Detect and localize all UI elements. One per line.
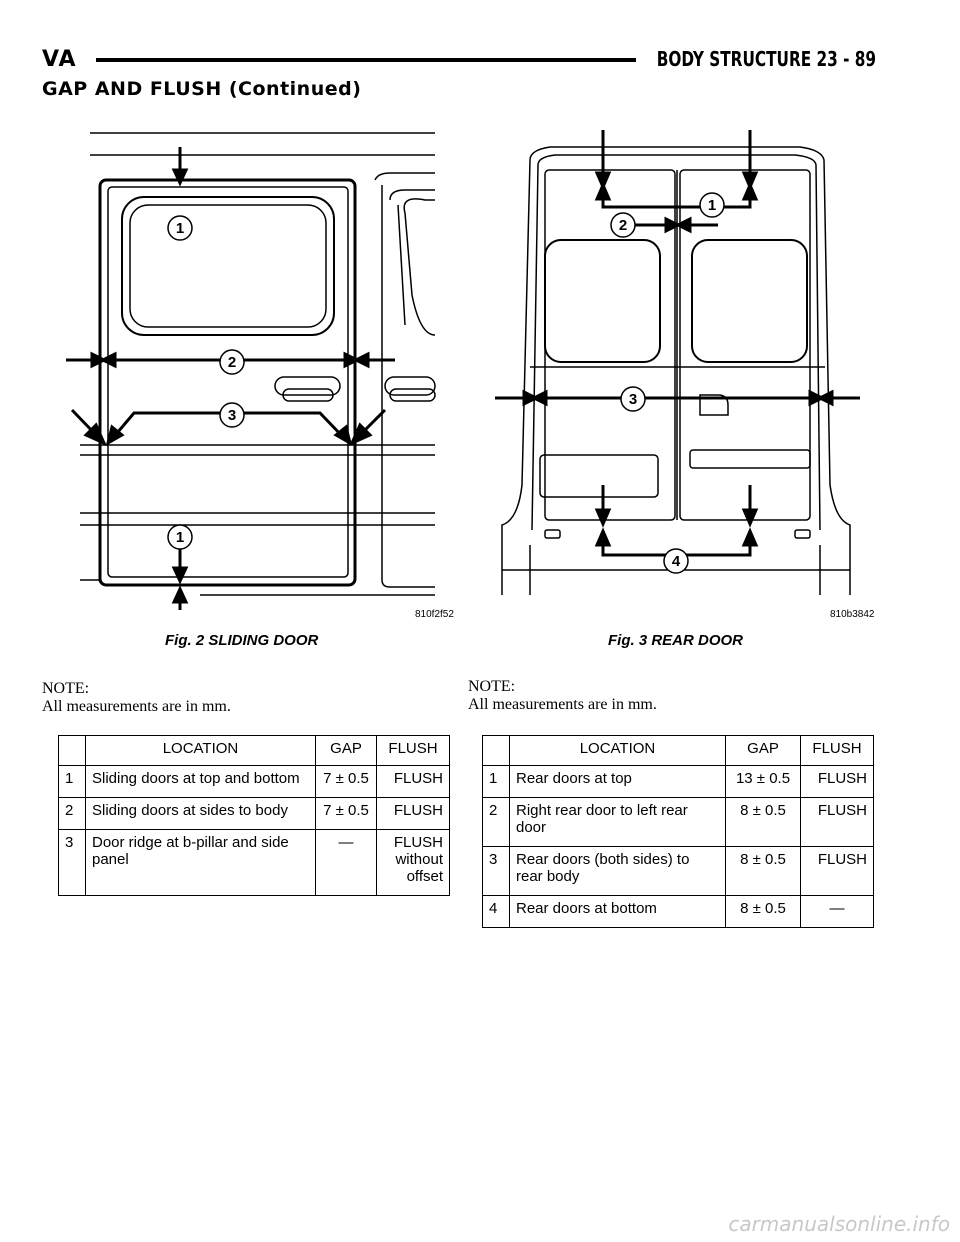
callout-3: 3 (227, 407, 237, 424)
col-header-num (483, 736, 510, 766)
callout-1-top: 1 (175, 220, 185, 237)
callout-2: 2 (618, 217, 628, 234)
table-row (59, 830, 450, 896)
row-gap: 8 ± 0.5 (726, 896, 801, 928)
row-num: 3 (483, 847, 510, 896)
table-header-row (59, 736, 450, 766)
col-header-gap: GAP (316, 736, 377, 766)
col-header-location: LOCATION (510, 736, 726, 766)
col-header-flush: FLUSH (801, 736, 874, 766)
sliding-door-figure (60, 125, 454, 620)
row-location: Right rear door to left rear door (510, 798, 726, 847)
row-flush: FLUSH (377, 798, 450, 830)
callout-1: 1 (707, 197, 717, 214)
figure-code: 810f2f52 (415, 609, 454, 620)
row-num: 4 (483, 896, 510, 928)
col-header-flush: FLUSH (377, 736, 450, 766)
row-num: 3 (59, 830, 86, 896)
row-location: Rear doors (both sides) to rear body (510, 847, 726, 896)
rear-door-figure (490, 125, 875, 620)
table-row (483, 896, 874, 928)
row-flush: FLUSH (801, 798, 874, 847)
row-flush: — (801, 896, 874, 928)
rear-door-spec-table (482, 735, 874, 928)
row-flush: FLUSH (801, 847, 874, 896)
left-note-label: NOTE: (42, 680, 90, 697)
watermark: carmanualsonline.info (728, 1212, 950, 1236)
table-row (483, 847, 874, 896)
row-gap: 8 ± 0.5 (726, 847, 801, 896)
fig2-caption: Fig. 2 SLIDING DOOR (165, 632, 319, 649)
row-flush: FLUSH without offset (377, 830, 450, 896)
header-rule (96, 58, 636, 62)
col-header-gap: GAP (726, 736, 801, 766)
table-row (59, 798, 450, 830)
row-location: Rear doors at top (510, 766, 726, 798)
col-header-location: LOCATION (86, 736, 316, 766)
row-gap: 13 ± 0.5 (726, 766, 801, 798)
table-row (59, 766, 450, 798)
row-num: 2 (483, 798, 510, 847)
row-gap: — (316, 830, 377, 896)
row-location: Sliding doors at sides to body (86, 798, 316, 830)
callout-3: 3 (628, 391, 638, 408)
right-note-text: All measurements are in mm. (468, 696, 657, 713)
header-page-title: BODY STRUCTURE 23 - 89 (656, 47, 876, 71)
section-subheading: GAP AND FLUSH (Continued) (42, 78, 362, 100)
callout-1-bottom: 1 (175, 529, 185, 546)
callout-2: 2 (227, 354, 237, 371)
row-gap: 7 ± 0.5 (316, 766, 377, 798)
figure-code: 810b3842 (830, 609, 875, 620)
table-row (483, 798, 874, 847)
row-gap: 8 ± 0.5 (726, 798, 801, 847)
row-location: Door ridge at b-pillar and side panel (86, 830, 316, 896)
table-row (483, 766, 874, 798)
callout-4: 4 (671, 553, 681, 570)
sliding-door-spec-table (58, 735, 450, 896)
row-location: Sliding doors at top and bottom (86, 766, 316, 798)
row-flush: FLUSH (377, 766, 450, 798)
col-header-num (59, 736, 86, 766)
right-note-label: NOTE: (468, 678, 516, 695)
row-location: Rear doors at bottom (510, 896, 726, 928)
row-num: 1 (59, 766, 86, 798)
row-flush: FLUSH (801, 766, 874, 798)
row-num: 1 (483, 766, 510, 798)
table-header-row (483, 736, 874, 766)
header-section-code: VA (42, 47, 77, 72)
fig3-caption: Fig. 3 REAR DOOR (608, 632, 744, 649)
row-gap: 7 ± 0.5 (316, 798, 377, 830)
row-num: 2 (59, 798, 86, 830)
left-note-text: All measurements are in mm. (42, 698, 231, 715)
